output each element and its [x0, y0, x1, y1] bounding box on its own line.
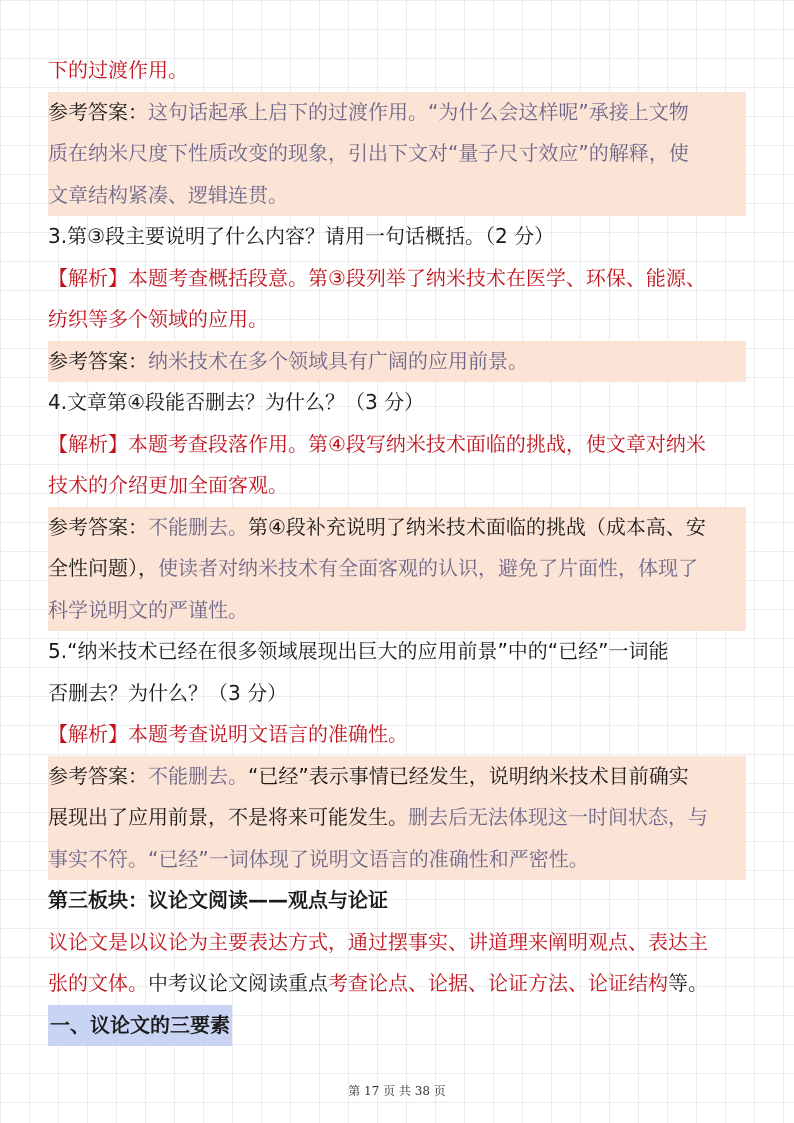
- answer-label: 参考答案：: [48, 763, 148, 788]
- q5-question-line-2: 否删去？为什么？（3 分）: [48, 680, 288, 705]
- intro-text: 考查论点、论据、论证方法、论证结构: [328, 971, 668, 995]
- q5-question-line-1: 5.“纳米技术已经在很多领域展现出巨大的应用前景”中的“已经”一词能: [48, 639, 669, 663]
- q4-answer-line-2: [48, 548, 746, 590]
- answer-text: 删去后无法体现这一时间状态，与: [408, 805, 708, 829]
- q4-answer-line-3: 科学说明文的严谨性。: [48, 597, 248, 622]
- answer-text: 使读者对纳米技术有全面客观的认识，避免了片面性，体现了: [158, 556, 698, 580]
- intro-text: 中考议论文阅读重点: [148, 971, 328, 995]
- q3-answer-box: [48, 341, 746, 383]
- q4-answer-line-1: [48, 507, 746, 549]
- q5-answer-line-2: [48, 797, 746, 839]
- q4-question: 4.文章第④段能否删去？为什么？（3 分）: [48, 390, 425, 414]
- q2-answer-line-1: [48, 92, 746, 134]
- page-footer: 第 17 页 共 38 页: [348, 1084, 446, 1098]
- q3-analysis-line-1: 【解析】本题考查概括段意。第③段列举了纳米技术在医学、环保、能源、: [48, 265, 706, 290]
- intro-text: 等。: [668, 971, 708, 995]
- q4-analysis-line-2: 技术的介绍更加全面客观。: [48, 473, 288, 497]
- q3-answer-line: [48, 341, 746, 383]
- intro-text: 张的文体。: [48, 971, 148, 995]
- q5-answer-line-3: 事实不符。“已经”一词体现了说明文语言的准确性和严密性。: [48, 846, 589, 871]
- subheading: 一、议论文的三要素: [48, 1005, 232, 1047]
- subheading-row: [48, 1005, 746, 1047]
- answer-text: 不能删去。: [148, 763, 248, 788]
- q2-answer-line-3: 文章结构紧凑、逻辑连贯。: [48, 182, 288, 207]
- answer-label: 参考答案：: [48, 99, 148, 124]
- document-body: [48, 50, 746, 1046]
- answer-text: 这句话起承上启下的过渡作用。“为什么会这样呢”承接上文物: [148, 99, 689, 124]
- q4-analysis-line-1: 【解析】本题考查段落作用。第④段写纳米技术面临的挑战，使文章对纳米: [48, 431, 706, 456]
- section-title: 第三板块：议论文阅读——观点与论证: [48, 888, 388, 912]
- answer-text: “已经”表示事情已经发生，说明纳米技术目前确实: [248, 763, 689, 788]
- q2-answer-box: [48, 92, 746, 217]
- q2-answer-line-2: 质在纳米尺度下性质改变的现象，引出下文对“量子尺寸效应”的解释，使: [48, 141, 689, 165]
- q3-analysis-line-2: 纺织等多个领域的应用。: [48, 307, 268, 331]
- answer-label: 参考答案：: [48, 514, 148, 539]
- q4-answer-box: [48, 507, 746, 632]
- answer-text: 第④段补充说明了纳米技术面临的挑战（成本高、安: [248, 514, 706, 539]
- answer-text: 纳米技术在多个领域具有广阔的应用前景。: [148, 348, 528, 373]
- q5-answer-line-1: [48, 756, 746, 798]
- answer-text: 展现出了应用前景，不是将来可能发生。: [48, 805, 408, 829]
- answer-text: 全性问题），: [48, 556, 158, 580]
- q5-answer-box: [48, 756, 746, 881]
- answer-text: 不能删去。: [148, 514, 248, 539]
- section-intro-line-2: [48, 963, 746, 1005]
- q1-analysis-tail: 下的过渡作用。: [48, 58, 188, 82]
- answer-label: 参考答案：: [48, 348, 148, 373]
- q3-question: 3.第③段主要说明了什么内容？请用一句话概括。（2 分）: [48, 224, 555, 248]
- section-intro-line-1: 议论文是以议论为主要表达方式，通过摆事实、讲道理来阐明观点、表达主: [48, 929, 708, 954]
- q5-analysis: 【解析】本题考查说明文语言的准确性。: [48, 722, 408, 746]
